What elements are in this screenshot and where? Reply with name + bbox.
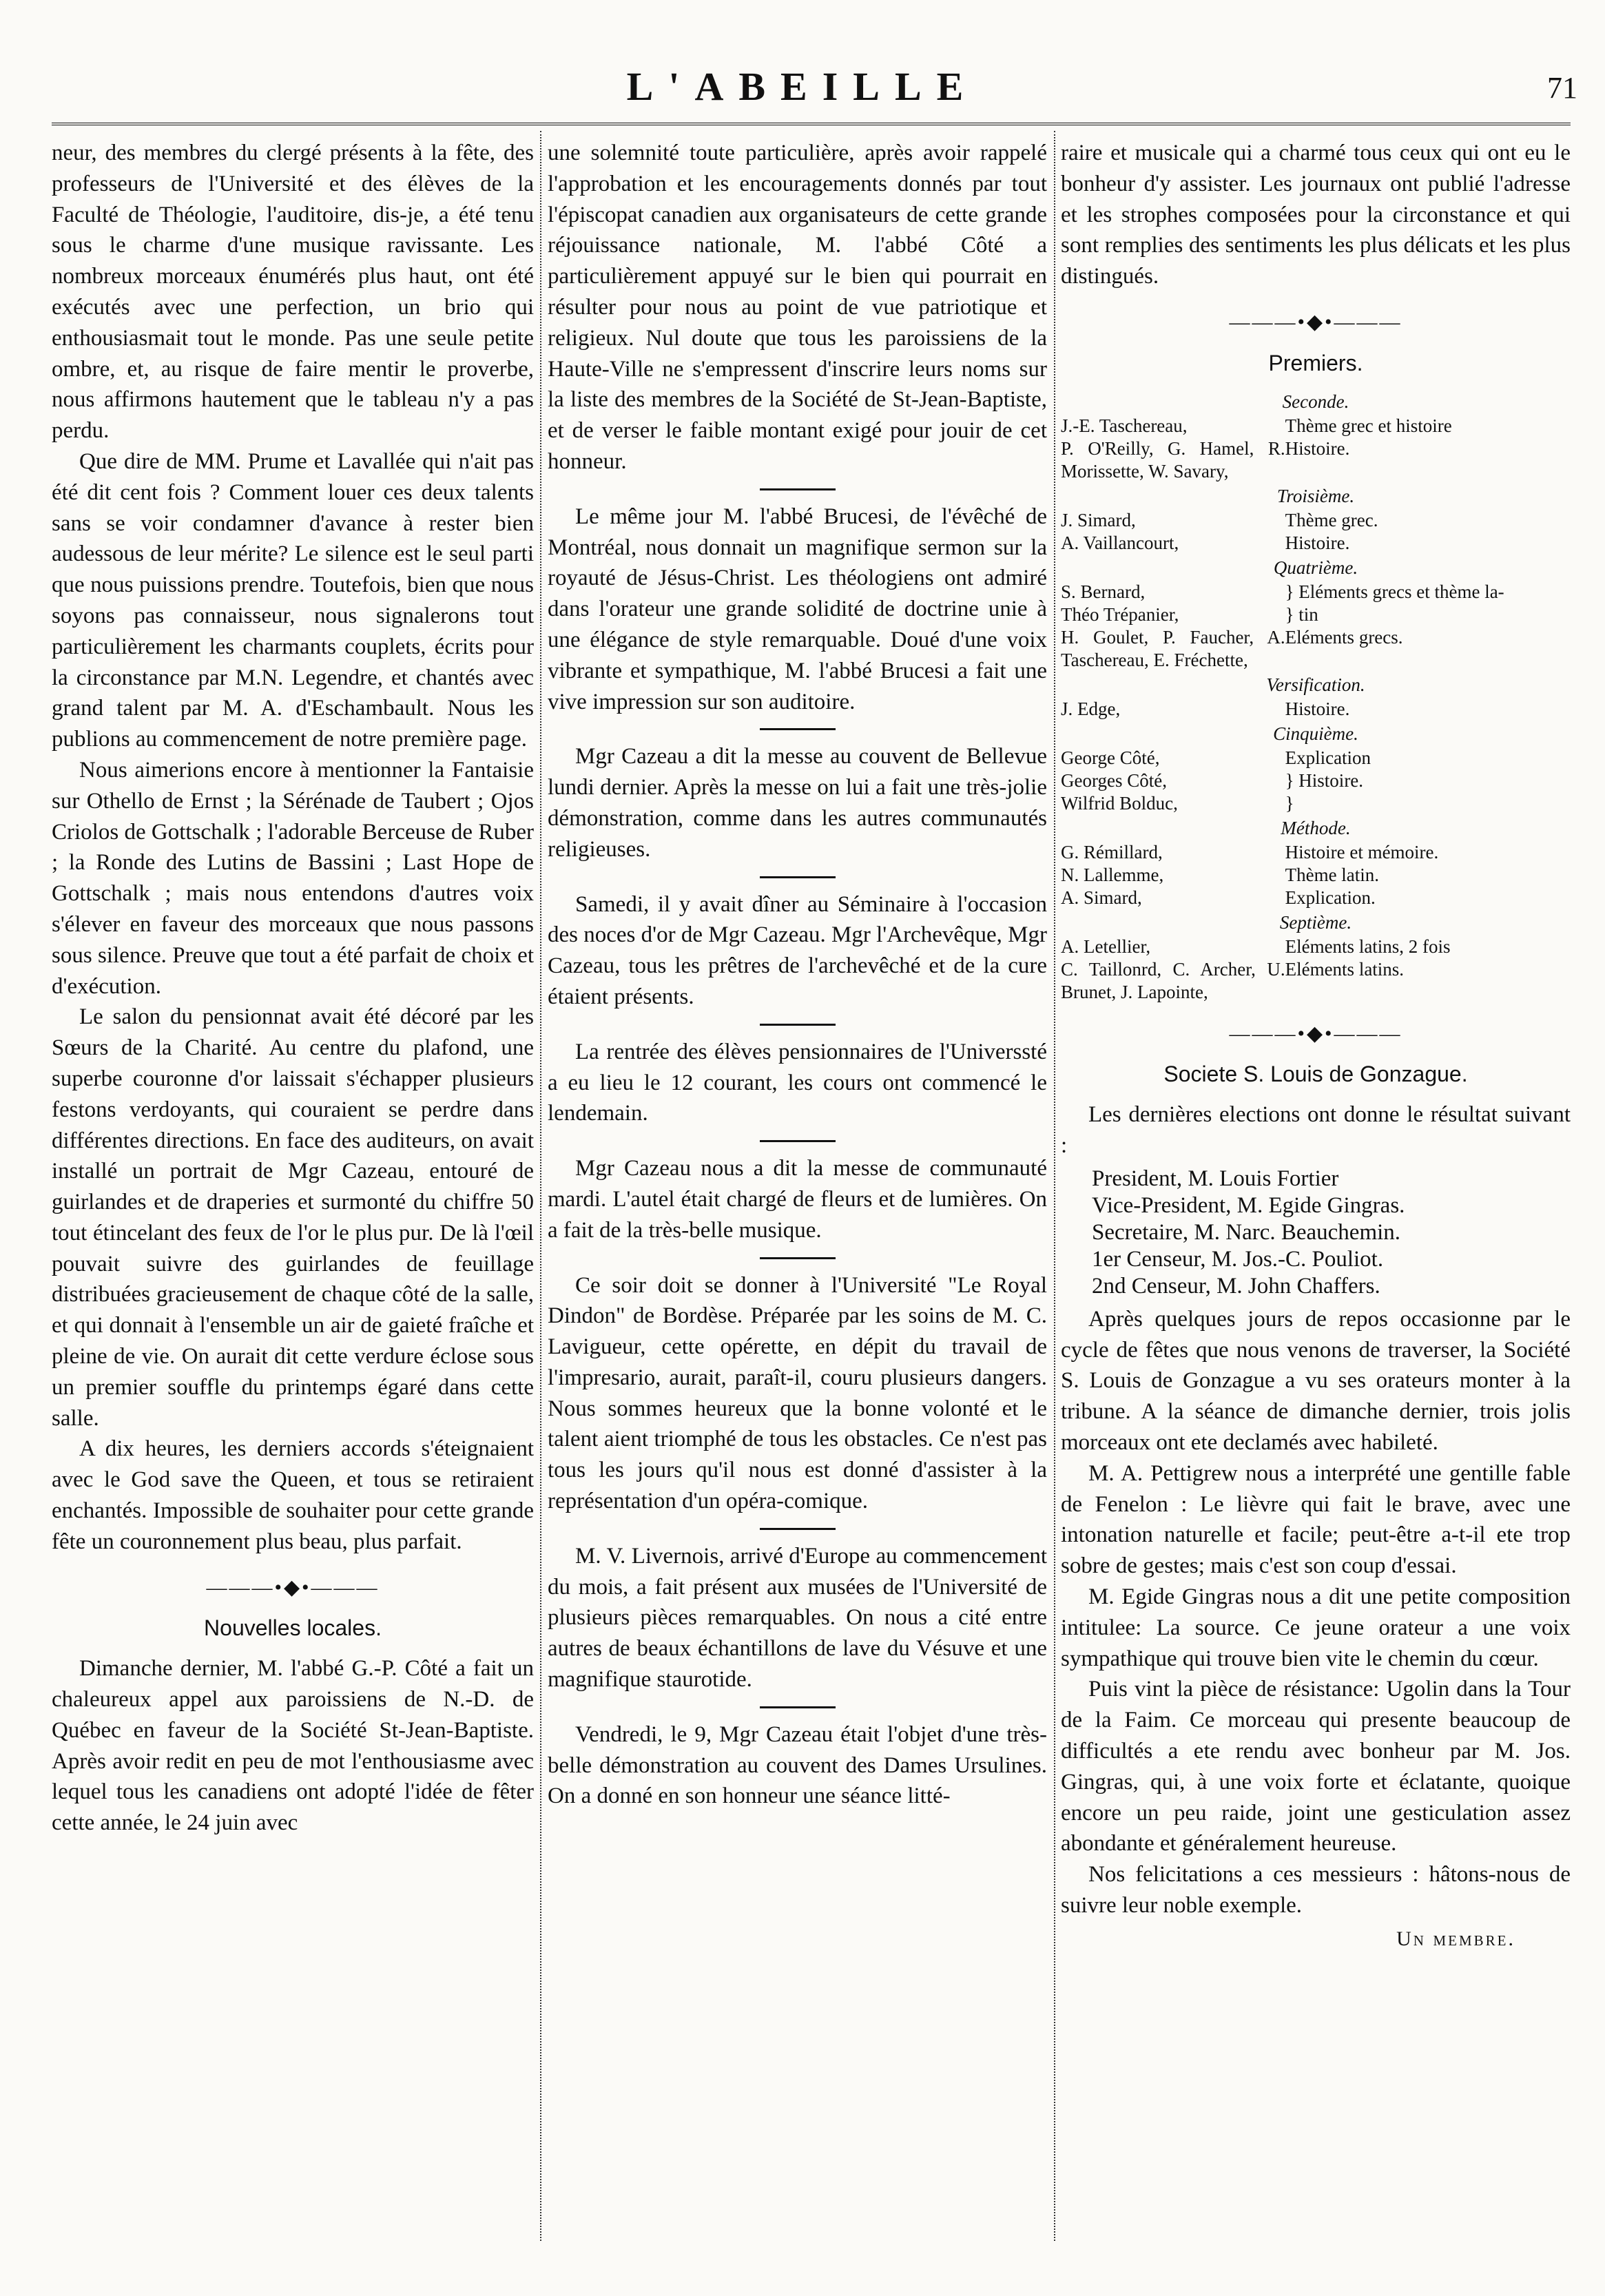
award-subject: Thème grec. xyxy=(1285,509,1378,530)
item-separator xyxy=(760,488,836,490)
header-rule xyxy=(52,123,1571,125)
award-subject: } xyxy=(1285,792,1294,814)
award-subject: Eléments latins. xyxy=(1285,958,1405,980)
section-heading: Nouvelles locales. xyxy=(204,1615,382,1641)
section-heading: Premiers. xyxy=(1268,350,1363,375)
award-subject: Explication xyxy=(1285,747,1371,768)
award-row xyxy=(1061,509,1571,532)
paragraph: Puis vint la pièce de résistance: Ugolin dans la Tour de la Faim. Ce morceau qui presente beaucoup de difficultés a ete rendu avec bonheur par M. Jos. Gingras, qui, à une voix forte et éclatante, quoique encore un peu raide, joint une gesticulation assez abondante et généralement heureuse. xyxy=(1061,1677,1571,1857)
award-row xyxy=(1061,958,1571,1004)
student-name: A. Vaillancourt, xyxy=(1061,532,1179,553)
award-subject: Thème latin. xyxy=(1285,864,1380,885)
award-class-heading: Troisième. xyxy=(1276,485,1355,506)
paragraph: Après quelques jours de repos occasionne par le cycle de fêtes que nous venons de traverser, la Société S. Louis de Gonzague a vu ses orateurs monter à la tribune. A la séance de dimanche dernier, trois jolis morceaux ont ete declamés avec habileté. xyxy=(1061,1306,1571,1455)
award-class-heading: Versification. xyxy=(1266,674,1365,695)
award-row xyxy=(1061,792,1571,815)
signature: Un membre. xyxy=(1396,1927,1515,1950)
item-separator xyxy=(760,1024,836,1026)
column-1 xyxy=(52,138,534,2241)
paragraph: Le même jour M. l'abbé Brucesi, de l'évêché de Montréal, nous donnait un magnifique sermon sur la royauté de Jésus-Christ. Les théologiens ont admiré dans l'orateur une grande solidité de doctrine unie à une élégance de style remarquable. Doué d'une voix vibrante et sympathique, M. l'abbé Brucesi a fait une vive impression sur son auditoire. xyxy=(548,504,1047,714)
award-class-heading: Méthode. xyxy=(1281,817,1351,838)
award-subject: } Eléments grecs et thème la- xyxy=(1285,581,1504,602)
paragraph: M. Egide Gingras nous a dit une petite composition intitulee: La source. Ce jeune orateur a une voix sympathique qui trouve bien vite le chemin du cœur. xyxy=(1061,1584,1571,1671)
student-name: A. Simard, xyxy=(1061,887,1142,908)
paragraph: neur, des membres du clergé présents à la fête, des professeurs de l'Université et des élèves de la Faculté de Théologie, l'auditoire, dis-je, a été tenu sous le charme d'une musique ravissante. Les nombreux morceaux énumérés plus haut, ont été exécutés avec une perfection, un brio qui enthousiasmait tout le monde. Pas une seule petite ombre, et, au risque de faire mentir le proverbe, nous affirmons hautement que le tableau n'y a pas perdu. xyxy=(52,141,534,444)
student-name: A. Letellier, xyxy=(1061,935,1151,957)
item-separator xyxy=(760,1140,836,1142)
officers-list xyxy=(1092,1166,1571,1300)
item-separator xyxy=(760,876,836,878)
award-row xyxy=(1061,532,1571,555)
section-heading: Societe S. Louis de Gonzague. xyxy=(1163,1062,1468,1087)
student-name: C. Taillonrd, C. Archer, U. Brunet, J. Lapointe, xyxy=(1061,958,1285,1002)
student-name: J.-E. Taschereau, xyxy=(1061,415,1188,436)
paragraph: M. A. Pettigrew nous a interprété une gentille fable de Fenelon : Le lièvre qui fait le brave, avec une intonation naturelle et facile; peut-être a-t-il ete trop sobre de gestes; mais c'est son coup d'essai. xyxy=(1061,1460,1571,1579)
paragraph: Mgr Cazeau nous a dit la messe de communauté mardi. L'autel était chargé de fleurs et de lumières. On a fait de la très-belle musique. xyxy=(548,1156,1047,1243)
paragraph: La rentrée des élèves pensionnaires de l'Universsté a eu lieu le 12 courant, les cours ont commencé le lendemain. xyxy=(548,1039,1047,1126)
awards-list xyxy=(1061,389,1571,1004)
award-row xyxy=(1061,887,1571,909)
student-name: S. Bernard, xyxy=(1061,581,1146,602)
award-table xyxy=(1061,841,1571,909)
officer-entry: Vice-President, M. Egide Gingras. xyxy=(1092,1192,1405,1218)
award-row xyxy=(1061,437,1571,483)
award-row xyxy=(1061,841,1571,864)
paragraph: Vendredi, le 9, Mgr Cazeau était l'objet d'une très-belle démonstration au couvent des Dames Ursulines. On a donné en son honneur une séance litté- xyxy=(548,1721,1047,1809)
paragraph: Nous aimerions encore à mentionner la Fantaisie sur Othello de Ernst ; la Sérénade de Taubert ; Ojos Criolos de Gottschalk ; l'adorable Berceuse de Ruber ; la Ronde des Lutins de Bassini ; Last Hope de Gottschalk ; mais nous entendons d'autres voix s'élever en faveur des morceaux que nous passons sous silence. Preuve que tout a été parfait de choix et d'exécution. xyxy=(52,757,534,999)
award-row xyxy=(1061,415,1571,437)
award-table xyxy=(1061,747,1571,815)
ornament-divider: ———•◆•——— xyxy=(1229,310,1402,333)
student-name: N. Lallemme, xyxy=(1061,864,1164,885)
award-class-heading: Cinquième. xyxy=(1273,723,1358,744)
ornament-divider: ———•◆•——— xyxy=(206,1575,380,1599)
paragraph: Ce soir doit se donner à l'Université "Le Royal Dindon" de Bordèse. Préparée par les soins de M. C. Lavigueur, cette opérette, en dépit du travail de l'impresario, aurait, paraît-il, couru plusieurs dangers. Nous sommes heureux que la bonne volonté et le talent aient triomphé de tous les obstacles. Ce n'est pas tous les jours qu'il nous est donné d'assister à la représentation d'un opéra-comique. xyxy=(548,1272,1047,1514)
award-subject: Histoire. xyxy=(1285,437,1350,459)
column-divider xyxy=(540,131,541,2241)
paragraph: raire et musicale qui a charmé tous ceux qui ont eu le bonheur d'y assister. Les journaux ont publié l'adresse et les strophes composées pour la circonstance et qui sont remplies des sentiments les plus délicats et les plus distingués. xyxy=(1061,141,1571,289)
award-table xyxy=(1061,935,1571,1004)
student-name: J. Simard, xyxy=(1061,509,1136,530)
award-subject: Histoire et mémoire. xyxy=(1285,841,1439,862)
award-subject: } Histoire. xyxy=(1285,769,1364,791)
award-row xyxy=(1061,769,1571,792)
student-name: P. O'Reilly, G. Hamel, R. Morissette, W. Savary, xyxy=(1061,437,1285,482)
student-name: H. Goulet, P. Faucher, A. Taschereau, E. Fréchette, xyxy=(1061,626,1285,670)
item-separator xyxy=(760,1257,836,1259)
award-row xyxy=(1061,626,1571,672)
student-name: Théo Trépanier, xyxy=(1061,603,1179,625)
paragraph: Les dernières elections ont donne le résultat suivant : xyxy=(1061,1102,1571,1158)
award-table xyxy=(1061,698,1571,721)
page-number: 71 xyxy=(1547,71,1577,105)
award-row xyxy=(1061,698,1571,721)
award-class-heading: Seconde. xyxy=(1282,391,1349,412)
column-2 xyxy=(548,138,1047,2241)
award-subject: Eléments latins, 2 fois xyxy=(1285,935,1451,957)
paragraph: une solemnité toute particulière, après avoir rappelé l'approbation et les encouragements donnés par tout l'épiscopat canadien aux organisateurs de cette grande réjouissance nationale, M. l'abbé Côté a particulièrement appuyé sur le bien qui pourrait en résulter pour nous au point de vue patriotique et religieux. Nul doute que tous les paroissiens de la Haute-Ville ne s'empressent d'inscrire leurs noms sur la liste des membres de la Société de St-Jean-Baptiste, et de verser le faible montant exigé pour jouir de cet honneur. xyxy=(548,141,1047,474)
award-row xyxy=(1061,747,1571,769)
paragraph: Que dire de MM. Prume et Lavallée qui n'ait pas été dit cent fois ? Comment louer ces deux talents sans se voir condamner d'avance à rester bien audessous de leur mérite? Le silence est le seul parti que nous puissions prendre. Toutefois, bien que nous soyons pas connaisseur, nous signalerons tout particulièrement les charmants couplets, écrits pour la circonstance par M.N. Legendre, et chantés avec grand talent par M. A. d'Eschambault. Nous les publions au commencement de notre première page. xyxy=(52,448,534,752)
award-table xyxy=(1061,509,1571,555)
officer-entry: 2nd Censeur, M. John Chaffers. xyxy=(1092,1273,1380,1299)
item-separator xyxy=(760,1528,836,1530)
masthead-title: L'ABEILLE xyxy=(626,64,979,109)
ornament-divider: ———•◆•——— xyxy=(1229,1022,1402,1045)
award-row xyxy=(1061,581,1571,603)
award-subject: Histoire. xyxy=(1285,532,1350,553)
officer-entry: 1er Censeur, M. Jos.-C. Pouliot. xyxy=(1092,1246,1384,1272)
student-name: J. Edge, xyxy=(1061,698,1121,719)
student-name: Georges Côté, xyxy=(1061,769,1167,791)
paragraph: A dix heures, les derniers accords s'éteignaient avec le God save the Queen, et tous se retiraient enchantés. Impossible de souhaiter pour cette grande fête un couronnement plus beau, plus parfait. xyxy=(52,1436,534,1554)
award-row xyxy=(1061,864,1571,887)
award-class-heading: Septième. xyxy=(1279,911,1352,933)
paragraph: Le salon du pensionnat avait été décoré par les Sœurs de la Charité. Au centre du plafond, une superbe couronne d'or laissait s'échapper plusieurs festons verdoyants, qui couraient se perdre dans différentes directions. En face des auditeurs, on avait installé un portrait de Mgr Cazeau, entouré de guirlandes et de draperies et surmonté du chiffre 50 tout étincelant des feux de l'or le plus pur. De là l'œil pouvait suivre des guirlandes de feuillage distribuées gracieusement de chaque côté de la salle, et qui donnait à l'ensemble un air de gaieté fraîche et pleine de vie. On aurait dit cette verdure éclose sous un premier souffle du printemps égaré dans cette salle. xyxy=(52,1004,534,1431)
item-separator xyxy=(760,728,836,730)
award-table xyxy=(1061,415,1571,483)
award-table xyxy=(1061,581,1571,672)
award-row xyxy=(1061,935,1571,958)
paragraph: Samedi, il y avait dîner au Séminaire à l'occasion des noces d'or de Mgr Cazeau. Mgr l'Archevêque, Mgr Cazeau, tous les prêtres de l'archevêché et de la cure étaient présents. xyxy=(548,891,1047,1009)
item-separator xyxy=(760,1706,836,1708)
column-divider xyxy=(1054,131,1055,2241)
award-row xyxy=(1061,603,1571,626)
officer-entry: President, M. Louis Fortier xyxy=(1092,1166,1339,1191)
award-subject: Explication. xyxy=(1285,887,1376,908)
paragraph: M. V. Livernois, arrivé d'Europe au commencement du mois, a fait présent aux musées de l'Université de plusieurs pièces remarquables. On nous a cité entre autres de beaux échantillons de lave du Vésuve et une magnifique staurotide. xyxy=(548,1543,1047,1693)
student-name: G. Rémillard, xyxy=(1061,841,1163,862)
award-class-heading: Quatrième. xyxy=(1273,557,1358,578)
column-3 xyxy=(1061,138,1571,2241)
paragraph: Nos felicitations a ces messieurs : hâtons-nous de suivre leur noble exemple. xyxy=(1061,1862,1571,1918)
award-subject: Thème grec et histoire xyxy=(1285,415,1452,436)
paragraph: Dimanche dernier, M. l'abbé G.-P. Côté a fait un chaleureux appel aux paroissiens de N.-D. de Québec en faveur de la Société St-Jean-Baptiste. Après avoir redit en peu de mot l'enthousiasme avec lequel tous les canadiens ont adopté l'idée de fêter cette année, le 24 juin avec xyxy=(52,1656,534,1836)
award-subject: } tin xyxy=(1285,603,1318,625)
paragraph: Mgr Cazeau a dit la messe au couvent de Bellevue lundi dernier. Après la messe on lui a fait une très-jolie démonstration, comme dans les autres communautés religieuses. xyxy=(548,744,1047,862)
award-subject: Eléments grecs. xyxy=(1285,626,1403,648)
student-name: Wilfrid Bolduc, xyxy=(1061,792,1178,814)
award-subject: Histoire. xyxy=(1285,698,1350,719)
officer-entry: Secretaire, M. Narc. Beauchemin. xyxy=(1092,1219,1401,1245)
student-name: George Côté, xyxy=(1061,747,1160,768)
